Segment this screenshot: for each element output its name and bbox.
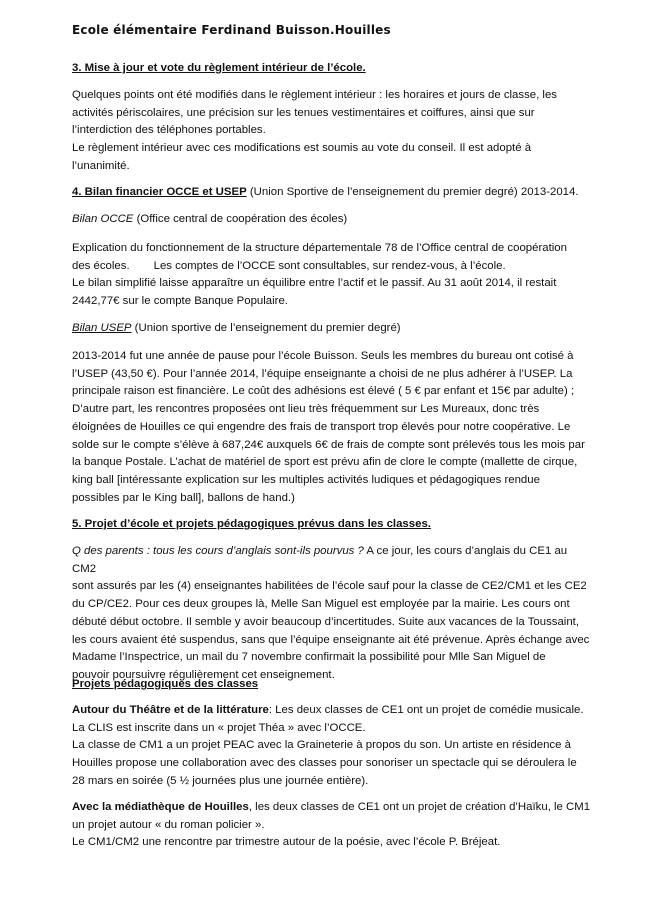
parents-question-rest: A ce jour, les cours d’anglais du CE1 au CM2: [72, 545, 568, 575]
paragraph-line: éloignées de Houilles ce qui engendre des frais de transport trop élevés pour notre coopérative. Le: [72, 420, 571, 433]
paragraph-line: Explication du fonctionnement de la structure départementale 78 de l’Office central de coopération: [72, 242, 567, 254]
paragraph-line: pouvoir poursuivre régulièrement cet enseignement.: [72, 668, 335, 681]
paragraph-line: Le bilan simplifié laisse apparaître un équilibre entre l’actif et le passif. Au 31 août 2014, il restait: [72, 277, 557, 290]
paragraph-line: sont assurés par les (4) enseignantes habilitées de l’école sauf pour la classe de CE2/CM1 et les CE2: [72, 580, 587, 593]
occe-label-rest: (Office central de coopération des écoles): [133, 213, 348, 225]
section-4-heading-rest: (Union Sportive de l’enseignement du premier degré) 2013-2014.: [246, 186, 579, 198]
paragraph-line: un projet autour « du roman policier ».: [72, 818, 265, 831]
paragraph-line: [72, 543, 592, 578]
paragraph-line: Quelques points ont été modifiés dans le règlement intérieur : les horaires et jours de classe, les: [72, 89, 557, 101]
paragraph-line: les cours avaient été suspendus, sans que l’équipe enseignante ait été prévenue. Après échange avec: [72, 633, 590, 646]
paragraph-line: La CLIS est inscrite dans un « projet Théa » avec l’OCCE.: [72, 721, 366, 734]
section-3-heading: 3. Mise à jour et vote du règlement intérieur de l’école.: [72, 62, 366, 74]
paragraph-line: [72, 702, 592, 720]
section-3-title: [72, 60, 592, 78]
mediatheque-block: [72, 799, 592, 852]
usep-label-rest: (Union sportive de l’enseignement du premier degré): [131, 322, 401, 334]
occe-subtitle: [72, 211, 592, 229]
paragraph-line: la banque Postale. L’achat de matériel de sport est prévu afin de clore le compte (mallette de cirque,: [72, 456, 578, 469]
section-4-heading: 4. Bilan financier OCCE et USEP: [72, 186, 247, 198]
mediatheque-label: Avec la médiathèque de Houilles: [72, 801, 249, 813]
usep-subtitle: [72, 320, 592, 338]
section-3-body: [72, 87, 592, 176]
paragraph-line: solde sur le compte s’élève à 687,24€ auxquels 6€ de frais de compte sont prélevés tous les mois par: [72, 438, 585, 451]
paragraph-line: principale raison est financière. Le coût des adhésions est élevé ( 5 € par enfant et 15€ par adulte) ;: [72, 385, 575, 398]
section-4-title: [72, 184, 592, 202]
paragraph-line: du CP/CE2. Pour ces deux groupes là, Melle San Miguel est employée par la mairie. Les cours ont: [72, 598, 570, 611]
occe-line-start: des écoles.: [72, 259, 130, 272]
section-5-heading: 5. Projet d’école et projets pédagogiques prévus dans les classes.: [72, 518, 431, 530]
paragraph-line: D’autre part, les rencontres proposées ont lieu très fréquemment sur Les Mureaux, donc très: [72, 403, 540, 416]
paragraph-line: 28 mars en soirée (5 ½ journées plus une journée entière).: [72, 774, 369, 787]
paragraph-line: activités périscolaires, une précision sur les tenues vestimentaires et coiffures, ainsi que sur: [72, 106, 535, 119]
paragraph-line: king ball [intéressante explication sur les multiples activités ludiques et pédagogiques rendue: [72, 473, 540, 486]
theatre-block: [72, 702, 592, 791]
paragraph-line: [72, 799, 592, 817]
parents-question: Q des parents : tous les cours d’anglais sont-ils pourvus ?: [72, 545, 364, 557]
mediatheque-rest: , les deux classes de CE1 ont un projet de création d’Haïku, le CM1: [248, 801, 591, 813]
paragraph-line: Le CM1/CM2 une rencontre par trimestre autour de la poésie, avec l’école P. Bréjeat.: [72, 836, 501, 849]
theatre-rest: : Les deux classes de CE1 ont un projet de comédie musicale.: [268, 704, 584, 716]
paragraph-line: 2442,77€ sur le compte Banque Populaire.: [72, 295, 288, 308]
theatre-label: Autour du Théâtre et de la littérature: [72, 704, 269, 716]
paragraph-line: [72, 258, 592, 276]
paragraph-line: Houilles propose une collaboration avec des classes pour sonoriser un spectacle qui se déroulera le: [72, 757, 577, 770]
paragraph-line: l’USEP (43,50 €). Pour l’année 2014, l’équipe enseignante a choisi de ne plus adhérer à l’USEP. La: [72, 367, 573, 380]
occe-line-end: Les comptes de l’OCCE sont consultables, sur rendez-vous, à l’école.: [153, 259, 506, 272]
paragraph-line: l’interdiction des téléphones portables.: [72, 124, 266, 137]
school-header: Ecole élémentaire Ferdinand Buisson.Houilles: [72, 23, 391, 37]
usep-body: [72, 348, 592, 507]
paragraph-line: 2013-2014 fut une année de pause pour l’école Buisson. Seuls les membres du bureau ont cotisé à: [72, 350, 574, 362]
section-5-body: [72, 543, 592, 685]
paragraph-line: possibles par le King ball], ballons de hand.): [72, 491, 295, 504]
paragraph-line: l’unanimité.: [72, 159, 130, 172]
usep-label: Bilan USEP: [72, 322, 132, 334]
section-5-title: [72, 516, 592, 534]
paragraph-line: La classe de CM1 a un projet PEAC avec la Graineterie à propos du son. Un artiste en résidence à: [72, 739, 571, 752]
paragraph-line: débuté début octobre. Il semble y avoir beaucoup d’incertitudes. Suite aux vacances de la Toussaint,: [72, 615, 579, 628]
projets-title: [72, 676, 592, 694]
paragraph-line: Madame l’Inspectrice, un mail du 7 novembre confirmait la possibilité pour Mlle San Miguel de: [72, 651, 546, 664]
occe-body: [72, 240, 592, 311]
paragraph-line: Le règlement intérieur avec ces modifications est soumis au vote du conseil. Il est adopté à: [72, 142, 532, 155]
occe-label: Bilan OCCE: [72, 213, 134, 225]
projets-heading: Projets pédagogiques des classes: [72, 678, 259, 690]
